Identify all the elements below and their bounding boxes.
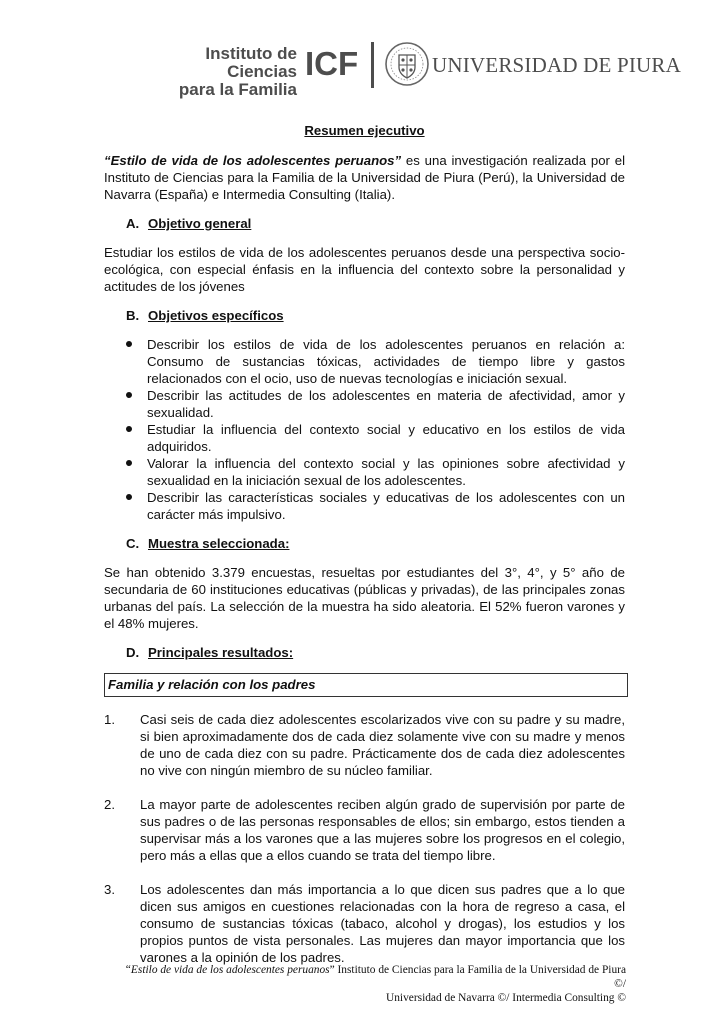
bullet-icon [126, 341, 132, 347]
list-item-text: Valorar la influencia del contexto social y las opiniones sobre afectividad y sexualidad en la iniciación sexual de los adolescentes. [147, 456, 625, 488]
bullet-icon [126, 460, 132, 466]
section-a-text: Estudiar los estilos de vida de los adolescentes peruanos desde una perspectiva socio-ecológica, con especial énfasis en la influencia del contexto sobre la personalidad y actitudes de los jóvenes [104, 245, 625, 294]
result-number: 2. [104, 797, 115, 812]
icf-logo-line1: Instituto de Ciencias [205, 44, 297, 81]
page-title: Resumen ejecutivo [304, 123, 425, 138]
list-item [126, 489, 625, 523]
footer-line1 [118, 963, 626, 991]
list-item-text: Describir las actitudes de los adolescentes en materia de afectividad, amor y sexualidad. [147, 388, 625, 420]
section-d-title: Principales resultados: [148, 645, 294, 660]
results-list [104, 711, 625, 966]
section-a-letter: A. [126, 216, 140, 231]
udep-logo-text: UNIVERSIDAD DE PIURA [432, 53, 681, 77]
list-item [126, 455, 625, 489]
section-c-letter: C. [126, 536, 140, 551]
result-number: 1. [104, 712, 115, 727]
bullet-icon [126, 392, 132, 398]
section-a-heading [126, 215, 625, 232]
list-item [104, 711, 625, 779]
footer-line2: Universidad de Navarra ©/ Intermedia Consulting © [386, 992, 626, 1004]
intro-paragraph [104, 152, 625, 203]
footer-italic-title: “Estilo de vida de los adolescentes peruanos [124, 964, 330, 976]
section-b-title: Objetivos específicos [148, 308, 284, 323]
icf-logo-abbr: ICF [305, 45, 359, 82]
list-item [126, 336, 625, 387]
footer-line1-rest: ” Instituto de Ciencias para la Familia de la Universidad de Piura ©/ [329, 964, 626, 990]
section-d-heading [126, 644, 625, 661]
section-c-heading [126, 535, 625, 552]
header-logos [0, 34, 728, 104]
logo-divider [371, 42, 374, 88]
section-c-title: Muestra seleccionada: [148, 536, 290, 551]
intro-lead: “Estilo de vida de los adolescentes peruanos” [104, 153, 402, 168]
document-body [104, 122, 625, 983]
result-number: 3. [104, 882, 115, 897]
results-subsection-box: Familia y relación con los padres [104, 673, 628, 697]
list-item-text: Describir los estilos de vida de los adolescentes peruanos en relación a: Consumo de sustancias tóxicas, actividades de tiempo libre y gastos relacionados con el ocio, uso de nuevas tecnologías e iniciación sexual. [147, 337, 625, 386]
university-seal-icon [384, 41, 430, 87]
bullet-icon [126, 494, 132, 500]
list-item [126, 421, 625, 455]
result-text: La mayor parte de adolescentes reciben algún grado de supervisión por parte de sus padres o de las personas responsables de ellos; sin embargo, estos tienden a supervisar más a los varones que a las mujeres sobre los progresos en el colegio, pero más a ellas que a ellos cuando se trata del tiempo libre. [140, 797, 625, 863]
bullet-icon [126, 426, 132, 432]
icf-logo-line2: para la Familia [178, 80, 297, 99]
specific-objectives-list [104, 336, 625, 523]
section-d-letter: D. [126, 645, 140, 660]
result-text: Casi seis de cada diez adolescentes escolarizados vive con su padre y su madre, si bien aproximadamente dos de cada diez solamente vive con su madre y menos de uno de cada diez con su padre. Prácticamente dos de cada diez adolescentes no vive con ningún miembro de su núcleo familiar. [140, 712, 625, 778]
list-item-text: Estudiar la influencia del contexto social y educativo en los estilos de vida adquiridos. [147, 422, 625, 454]
list-item [104, 796, 625, 864]
page-footer [118, 963, 626, 1005]
list-item [104, 881, 625, 966]
result-text: Los adolescentes dan más importancia a lo que dicen sus padres que a lo que dicen sus amigos en cuestiones relacionadas con la hora de regreso a casa, el consumo de sustancias tóxicas (tabaco, alcohol y drogas), los estudios y los propios puntos de vista personales. Las mujeres dan mayor importancia que los varones a la opinión de los padres. [140, 882, 625, 965]
section-b-heading [126, 307, 625, 324]
intro-rest: es una investigación realizada por el Instituto de Ciencias para la Familia de la Universidad de Piura (Perú), la Universidad de Navarra (España) e Intermedia Consulting (Italia). [104, 153, 625, 202]
list-item-text: Describir las características sociales y educativas de los adolescentes con un carácter más impulsivo. [147, 490, 625, 522]
list-item [126, 387, 625, 421]
section-a-title: Objetivo general [148, 216, 252, 231]
section-b-letter: B. [126, 308, 140, 323]
section-c-text: Se han obtenido 3.379 encuestas, resueltas por estudiantes del 3°, 4°, y 5° año de secundaria de 60 instituciones educativas (públicas y privadas), de las principales zonas urbanas del país. La selección de la muestra ha sido aleatoria. El 52% fueron varones y el 48% mujeres. [104, 565, 625, 631]
icf-logo-text [137, 45, 297, 99]
